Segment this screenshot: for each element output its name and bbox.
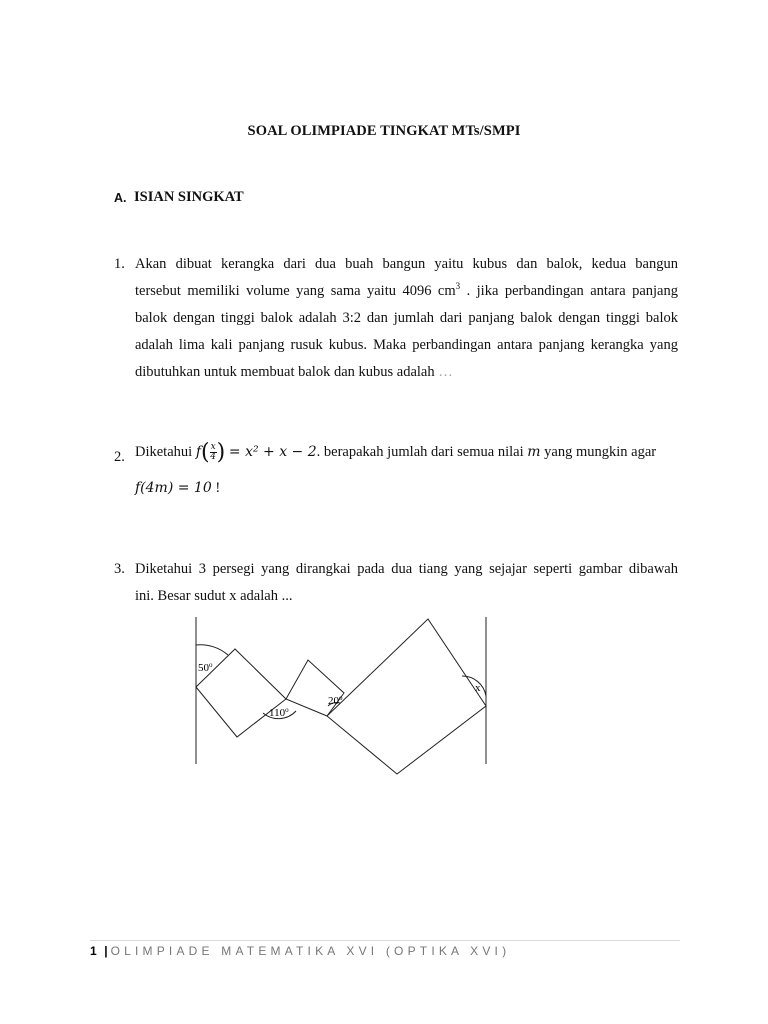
q1-line2-text: tersebut memiliki volume yang sama yaitu 4096 cm [135,283,456,299]
question-number: 2. [114,449,125,465]
section-letter: A. [114,191,127,205]
question-3-line-2: ini. Besar sudut x adalah ... [135,588,293,604]
question-2-line-2 [135,480,220,497]
angle-arc-x [462,676,486,696]
question-2-line-1 [135,440,680,465]
q1-line5-text: dibutuhkan untuk membuat balok dan kubus adalah [135,364,435,380]
equation-rest: = x² + x − 2 [228,443,317,460]
page-number: 1 [90,944,97,958]
page-title: SOAL OLIMPIADE TINGKAT MTs/SMPI [247,123,521,139]
question-1-line-5 [135,364,678,381]
q2-prefix: Diketahui [135,443,193,460]
angle-label-110: 110$^o$ [269,706,289,719]
page-footer [90,944,510,958]
q1-line2-tail: . jika perbandingan antara panjang [460,283,678,299]
angle-label-20: 20$^o$ [328,694,343,707]
function-f: f [195,443,201,460]
paren-close: ) [216,440,226,465]
condition-equation: f(4m) = 10 [135,480,212,496]
question-3-line-1: Diketahui 3 persegi yang dirangkai pada dua tiang yang sejajar seperti gambar dibawah [135,561,678,577]
footer-text: OLIMPIADE MATEMATIKA XVI (OPTIKA XVI) [110,944,511,958]
question-1-line-1: Akan dibuat kerangka dari dua buah bangun yaitu kubus dan balok, kedua bangun [135,256,678,272]
q2-text-end: yang mungkin agar [544,443,657,460]
fraction-numerator: x [210,442,216,452]
section-title: ISIAN SINGKAT [134,189,244,205]
q2-text-mid: . berapakah jumlah dari semua nilai [316,443,524,460]
question-1-line-2 [135,283,678,300]
squares-figure [190,612,495,782]
angle-arc-50 [196,645,228,655]
cube-superscript: 3 [455,281,461,292]
footer-divider [90,940,680,941]
angle-label-50: 50$^o$ [198,661,213,674]
angle-label-x: x [475,682,481,694]
paren-open: ( [201,440,210,465]
footer-separator: | [104,944,111,958]
question-number: 1. [114,256,125,272]
question-1-line-3: balok dengan tinggi balok adalah 3:2 dan jumlah dari panjang balok dengan tinggi balok [135,310,678,326]
variable-m: m [527,443,541,460]
ellipsis: … [438,364,453,380]
square-3 [327,619,486,774]
question-number: 3. [114,561,125,577]
question-1-line-4: adalah lima kali panjang rusuk kubus. Maka perbandingan antara panjang kerangka yang [135,337,678,353]
fraction [210,443,217,462]
q2-line2-tail: ! [211,480,221,496]
fraction-denominator: 4 [210,452,216,462]
